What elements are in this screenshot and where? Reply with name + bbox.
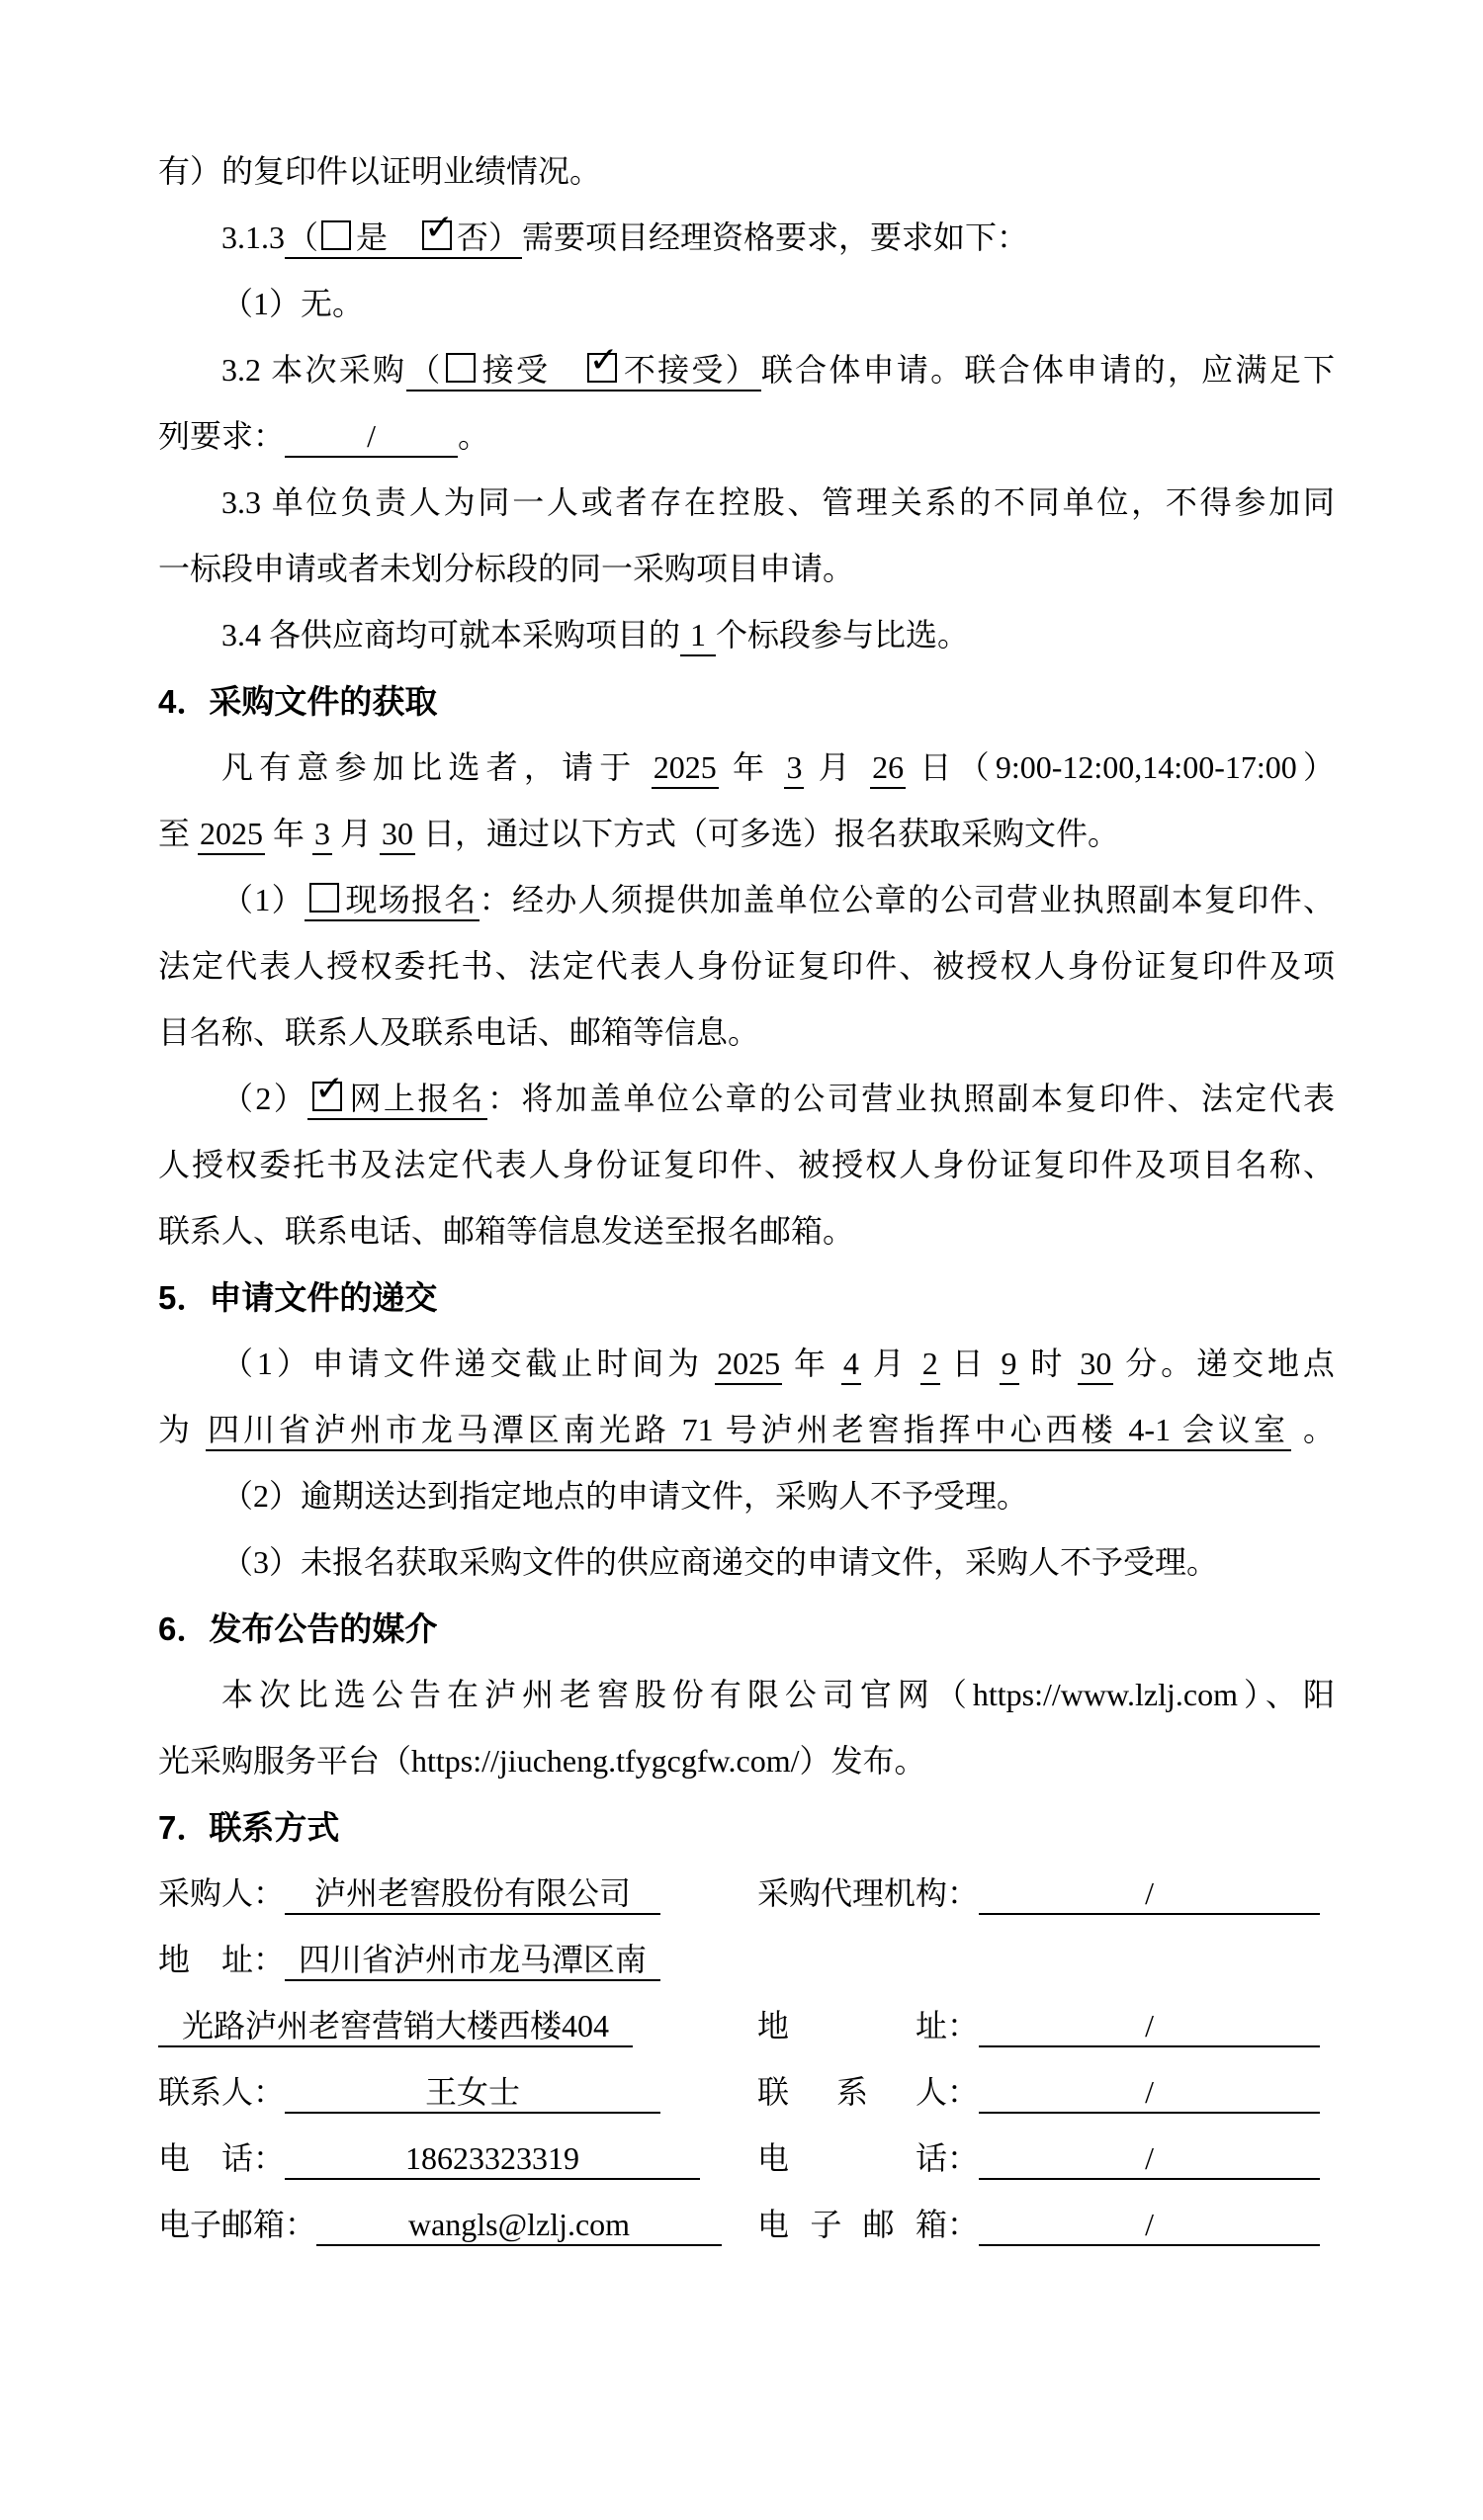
contact-row-purchaser-address-1 — [158, 1927, 1335, 1993]
text-run: ： — [947, 1875, 980, 1911]
text-run: （3）未报名获取采购文件的供应商递交的申请文件，采购人不予受理。 — [221, 1544, 1219, 1580]
contact-left-cell — [158, 1861, 757, 1927]
contact-left-cell — [158, 2059, 757, 2126]
filled-field-value: 王女士 — [285, 2072, 660, 2114]
filled-field-value: 18623323319 — [285, 2138, 700, 2180]
text-run: 4．采购文件的获取 — [158, 683, 438, 720]
text-run: 30 — [382, 816, 414, 851]
filled-field-value: 泸州老窖股份有限公司 — [285, 1873, 660, 1915]
text-run: 四川省泸州市龙马潭区南光路 71 号泸州老窖指挥中心西楼 4-1 会议室 — [207, 1412, 1289, 1447]
text-run: 联系人： — [158, 2074, 286, 2110]
para-6-media-line-2 — [158, 1728, 1335, 1794]
filled-field-value: 光路泸州老窖营销大楼西楼404 — [158, 2006, 633, 2047]
contact-left-cell — [158, 1993, 757, 2059]
text-run: ：经办人须提供加盖单位公章的公司营业执照副本复印件、 — [479, 882, 1335, 917]
para-4-registration-period — [158, 735, 1335, 801]
text-run: 为 — [158, 1412, 206, 1447]
text-run: ： — [947, 2207, 980, 2242]
text-run: 否） — [457, 219, 521, 255]
text-run: 本次比选公告在泸州老窖股份有限公司官网（https://www.lzlj.com）、阳 — [221, 1677, 1335, 1712]
checkbox-unchecked-icon — [309, 883, 339, 912]
contact-right-cell — [757, 2059, 1335, 2126]
text-run: 需要项目经理资格要求，要求如下： — [522, 219, 1029, 255]
text-run: 有）的复印件以证明业绩情况。 — [158, 153, 602, 189]
text-run: 联系人、联系电话、邮箱等信息发送至报名邮箱。 — [158, 1213, 855, 1249]
text-run: 月 — [804, 749, 871, 785]
clause-3-2 — [158, 337, 1335, 403]
blank-slash-field: / — [979, 1873, 1320, 1915]
text-run: 日（9:00-12:00,14:00-17:00） — [906, 749, 1335, 785]
text-run: 年 — [782, 1346, 841, 1381]
clause-3-3 — [158, 470, 1335, 536]
text-run: 7．联系方式 — [158, 1809, 340, 1846]
text-run: 月 — [332, 816, 381, 851]
heading-6-announcement-media — [158, 1596, 1335, 1662]
para-5-location — [158, 1397, 1335, 1463]
contact-left-cell — [158, 2192, 757, 2258]
text-run: 日 — [939, 1346, 1000, 1381]
checkbox-checked-icon — [422, 220, 452, 250]
para-5-deadline — [158, 1331, 1335, 1397]
blank-slash-field: / — [285, 416, 458, 458]
filled-field-value: wangls@lzlj.com — [316, 2205, 722, 2246]
text-run: 不接受） — [621, 352, 759, 388]
text-run: 3.1.3 — [221, 219, 285, 255]
heading-7-contact-info — [158, 1794, 1335, 1861]
text-run: 年 — [265, 816, 313, 851]
text-run: 3.3 单位负责人为同一人或者存在控股、管理关系的不同单位，不得参加同 — [221, 484, 1335, 520]
text-run: 列要求： — [158, 418, 286, 454]
blank-slash-field: / — [979, 2205, 1320, 2246]
clause-3-2-continuation — [158, 403, 1335, 470]
text-run: 人授权委托书及法定代表人身份证复印件、被授权人身份证复印件及项目名称、 — [158, 1147, 1335, 1182]
text-run: 2025 — [717, 1346, 781, 1381]
text-run: 2 — [921, 1346, 938, 1381]
contact-row-purchaser-address-2 — [158, 1993, 1335, 2059]
text-run: 3.2 本次采购 — [221, 352, 407, 388]
text-run: 2025 — [653, 749, 717, 785]
blank-slash-field: / — [979, 2072, 1320, 2114]
text-run: 3.4 各供应商均可就本采购项目的 — [221, 617, 681, 652]
text-run: （1）无。 — [221, 286, 365, 321]
clause-3-1-3 — [158, 205, 1335, 271]
text-run: 法定代表人授权委托书、法定代表人身份证复印件、被授权人身份证复印件及项 — [158, 948, 1335, 984]
para-4-option-2-online — [158, 1066, 1335, 1132]
text-run: 凡有意参加比选者，请于 — [221, 749, 652, 785]
text-run: 电 话： — [158, 2140, 286, 2176]
checkbox-unchecked-icon — [321, 220, 351, 250]
contact-row-purchaser — [158, 1861, 1335, 1927]
distributed-label: 采购代理机构 — [757, 1875, 948, 1911]
para-4-registration-period-2 — [158, 801, 1335, 867]
underlined-field — [305, 882, 480, 921]
text-run: 2025 — [200, 816, 264, 851]
text-run: 5．申请文件的递交 — [158, 1279, 438, 1316]
text-run: 光采购服务平台（https://jiucheng.tfygcgfw.com/）发布。 — [158, 1743, 926, 1779]
text-run: 。 — [1291, 1412, 1335, 1447]
text-run: 1 — [682, 617, 715, 652]
underlined-field — [841, 1346, 861, 1385]
text-run: 26 — [872, 749, 905, 785]
text-run: ： — [947, 2008, 980, 2043]
text-run: 电子邮箱： — [158, 2207, 317, 2242]
underlined-field — [206, 1412, 1291, 1451]
para-4-option-1-onsite — [158, 867, 1335, 933]
contact-right-cell — [757, 1927, 1335, 1993]
underlined-field — [784, 749, 804, 789]
text-run: 9 — [1001, 1346, 1017, 1381]
text-run: 采购人： — [158, 1875, 286, 1911]
para-4-option-1-line-3 — [158, 999, 1335, 1066]
contact-right-cell — [757, 2126, 1335, 2192]
clause-3-4 — [158, 602, 1335, 668]
text-run: 4 — [842, 1346, 859, 1381]
para-4-option-2-line-3 — [158, 1198, 1335, 1264]
text-run: 。 — [458, 418, 490, 454]
para-6-media-line-1 — [158, 1662, 1335, 1728]
underlined-field — [680, 617, 716, 656]
underlined-field — [1000, 1346, 1019, 1385]
contact-right-cell — [757, 2192, 1335, 2258]
text-run: ： — [947, 2074, 980, 2110]
para-4-option-1-line-2 — [158, 933, 1335, 999]
distributed-label: 电子邮箱 — [757, 2207, 947, 2242]
text-run: （ — [408, 352, 443, 388]
text-run: ： — [947, 2140, 980, 2176]
contact-row-phone — [158, 2126, 1335, 2192]
text-run: （1）申请文件递交截止时间为 — [221, 1346, 716, 1381]
distributed-label: 联系人 — [757, 2074, 947, 2110]
text-run: 3 — [786, 749, 803, 785]
distributed-label: 地址 — [757, 2008, 947, 2043]
underlined-field — [380, 816, 415, 855]
text-run: 联合体申请。联合体申请的，应满足下 — [760, 352, 1335, 388]
underlined-field — [307, 1081, 487, 1120]
heading-4-document-acquisition — [158, 668, 1335, 735]
contact-row-contact-person — [158, 2059, 1335, 2126]
text-run: 日，通过以下方式（可多选）报名获取采购文件。 — [415, 816, 1120, 851]
para-4-option-2-line-2 — [158, 1132, 1335, 1198]
text-run: 个标段参与比选。 — [716, 617, 970, 652]
distributed-label: 电话 — [757, 2140, 947, 2176]
text-run: （ — [287, 219, 319, 255]
blank-slash-field: / — [979, 2006, 1320, 2047]
text-run: 年 — [718, 749, 785, 785]
text-run: ：将加盖单位公章的公司营业执照副本复印件、法定代表 — [487, 1081, 1335, 1116]
para-5-item-2-late — [158, 1463, 1335, 1529]
para-5-item-3-unregistered — [158, 1529, 1335, 1596]
text-run: 6．发布公告的媒介 — [158, 1610, 438, 1647]
filled-field-value: 四川省泸州市龙马潭区南 — [285, 1940, 660, 1981]
underlined-field — [312, 816, 332, 855]
text-run: 现场报名 — [344, 882, 478, 917]
underlined-field — [715, 1346, 782, 1385]
underlined-field — [652, 749, 719, 789]
text-run: 网上报名 — [347, 1081, 485, 1116]
contact-left-cell — [158, 1927, 757, 1993]
underlined-field — [870, 749, 906, 789]
underlined-field — [920, 1346, 940, 1385]
underlined-field — [198, 816, 265, 855]
contact-row-email — [158, 2192, 1335, 2258]
text-run: 至 — [158, 816, 199, 851]
contact-right-cell — [757, 1861, 1335, 1927]
checkbox-checked-icon — [312, 1082, 342, 1111]
document-content — [158, 138, 1335, 2258]
text-run: （2）逾期送达到指定地点的申请文件，采购人不予受理。 — [221, 1478, 1029, 1514]
checkbox-unchecked-icon — [446, 353, 476, 383]
clause-3-3-continuation — [158, 536, 1335, 602]
text-run: 目名称、联系人及联系电话、邮箱等信息。 — [158, 1014, 760, 1050]
text-run: （2） — [221, 1081, 308, 1116]
blank-slash-field: / — [979, 2138, 1320, 2180]
text-run: 3 — [314, 816, 331, 851]
clause-3-1-3-item-1 — [158, 271, 1335, 337]
text-run: 时 — [1018, 1346, 1079, 1381]
text-run: 30 — [1080, 1346, 1112, 1381]
text-run: 一标段申请或者未划分标段的同一采购项目申请。 — [158, 551, 855, 586]
checkbox-checked-icon — [587, 353, 617, 383]
contact-left-cell — [158, 2126, 757, 2192]
para-performance-proof — [158, 138, 1335, 205]
text-run: 地 址： — [158, 1942, 286, 1977]
text-run: 月 — [860, 1346, 920, 1381]
text-run: （1） — [221, 882, 305, 917]
contact-right-cell — [757, 1993, 1335, 2059]
underlined-field — [285, 219, 522, 259]
text-run: 接受 — [480, 352, 584, 388]
underlined-field — [406, 352, 761, 391]
text-run: 分。递交地点 — [1113, 1346, 1335, 1381]
text-run: 是 — [356, 219, 420, 255]
heading-5-document-submission — [158, 1264, 1335, 1331]
underlined-field — [1078, 1346, 1113, 1385]
